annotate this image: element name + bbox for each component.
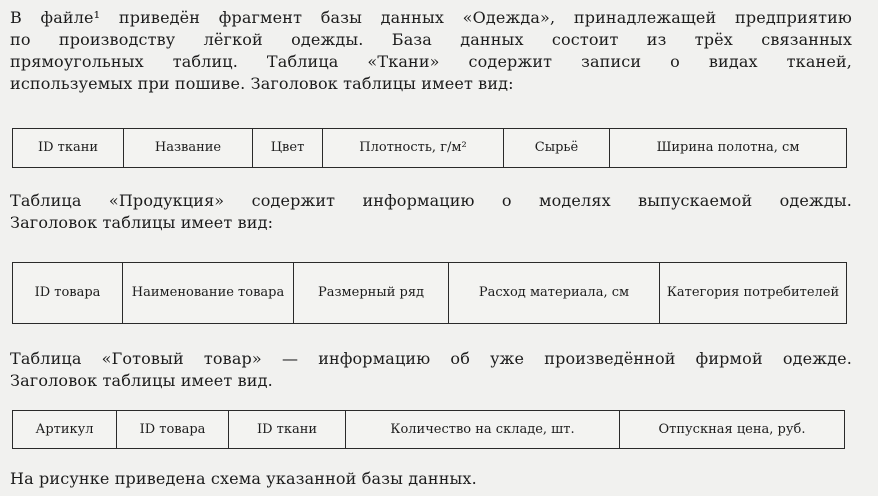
fabrics-header-cell: Название <box>124 129 253 168</box>
finished-line: Таблица «Готовый товар» — информацию об уже произведённой фирмой одежде. <box>10 349 852 368</box>
intro-line: прямоугольных таблиц. Таблица «Ткани» содержит записи о видах тканей, <box>10 52 852 71</box>
intro-line: используемых при пошиве. Заголовок таблицы имеет вид: <box>10 74 514 93</box>
products-paragraph <box>10 190 852 234</box>
products-header-cell: Размерный ряд <box>294 263 449 324</box>
products-header-cell: Наименование товара <box>123 263 294 324</box>
fabrics-table-header <box>12 128 847 168</box>
products-line: Заголовок таблицы имеет вид: <box>10 213 274 232</box>
fabrics-header-cell: ID ткани <box>13 129 124 168</box>
products-header-cell: Категория потребителей <box>660 263 847 324</box>
products-line: Таблица «Продукция» содержит информацию о моделях выпускаемой одежды. <box>10 191 852 210</box>
intro-paragraph <box>10 7 852 95</box>
fabrics-header-cell: Цвет <box>253 129 323 168</box>
finished-line: Заголовок таблицы имеет вид. <box>10 371 273 390</box>
finished-header-cell: ID товара <box>117 411 229 449</box>
finished-header-cell: Количество на складе, шт. <box>346 411 620 449</box>
finished-header-cell: Артикул <box>13 411 117 449</box>
products-header-cell: Расход материала, см <box>449 263 660 324</box>
products-header-cell: ID товара <box>13 263 123 324</box>
fabrics-header-cell: Ширина полотна, см <box>610 129 847 168</box>
schema-caption: На рисунке приведена схема указанной базы данных. <box>10 469 477 488</box>
finished-header-cell: ID ткани <box>229 411 346 449</box>
finished-goods-table-header <box>12 410 845 449</box>
finished-header-cell: Отпускная цена, руб. <box>620 411 845 449</box>
fabrics-header-cell: Сырьё <box>504 129 610 168</box>
intro-line: В файле¹ приведён фрагмент базы данных «Одежда», принадлежащей предприятию <box>10 8 852 27</box>
finished-goods-paragraph <box>10 348 852 392</box>
fabrics-header-cell: Плотность, г/м² <box>323 129 504 168</box>
intro-line: по производству лёгкой одежды. База данных состоит из трёх связанных <box>10 30 852 49</box>
products-table-header <box>12 262 847 324</box>
